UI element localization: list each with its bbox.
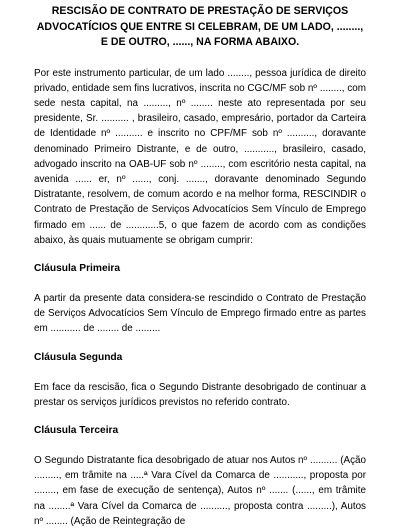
clause-heading-2: Cláusula Segunda <box>34 351 123 363</box>
clause-text-2: Em face da rescisão, fica o Segundo Distrante desobrigado de continuar a prestar os serviços jurídicos previstos no referido contrato. <box>34 381 366 408</box>
clause-text-1: A partir da presente data considera-se rescindido o Contrato de Prestação de Serviços Advocatícios Sem Vínculo de Emprego firmado entre as partes em ........... de ........ de ......... <box>34 292 366 335</box>
clause-heading-3: Cláusula Terceira <box>34 424 119 436</box>
clause-text-3: O Segundo Distratante fica desobrigado de atuar nos Autos nº .......... (Ação ........., em trâmite na .....ª Vara Cível da Comarca de ..........., proposta por ........, em fase de execução de sentença), Autos nº ....... (......, em trâmite na ........ª Vara Cível da Comarca de .........., proposta contra .........), Autos nº ........ (Ação de Reintegração de <box>34 454 366 527</box>
intro-paragraph: Por este instrumento particular, de um lado ........, pessoa jurídica de direito privado, entidade sem fins lucrativos, inscrita no CGC/MF sob nº ........, com sede nesta capital, na ........., nº ........ neste ato representada por seu presidente, Sr. .......... , brasileiro, casado, empresário, portador da Carteira de Identidade nº .......... e inscrito no CPF/MF sob nº .........., doravante denominado Primeiro Distrante, e de outro, ..........., brasileiro, casado, advogado inscrito na OAB-UF sob nº ........, com escritório nesta capital, na avenida ...... er, nº ......, conj. ......., doravante denominado Segundo Distratante, resolvem, de comum acordo e na melhor forma, RESCINDIR o Contrato de Prestação de Serviços Advocatícios Sem Vínculo de Emprego firmado em ...... de ............5, o que fazem de acordo com as condições abaixo, às quais mutuamente se obrigam cumprir: <box>34 67 366 246</box>
document-title: RESCISÃO DE CONTRATO DE PRESTAÇÃO DE SERVIÇOS ADVOCATÍCIOS QUE ENTRE SI CELEBRAM, DE UM LADO, ........, E DE OUTRO, ......, NA FORMA ABAIXO. <box>36 5 364 48</box>
clause-heading-1: Cláusula Primeira <box>34 262 121 274</box>
